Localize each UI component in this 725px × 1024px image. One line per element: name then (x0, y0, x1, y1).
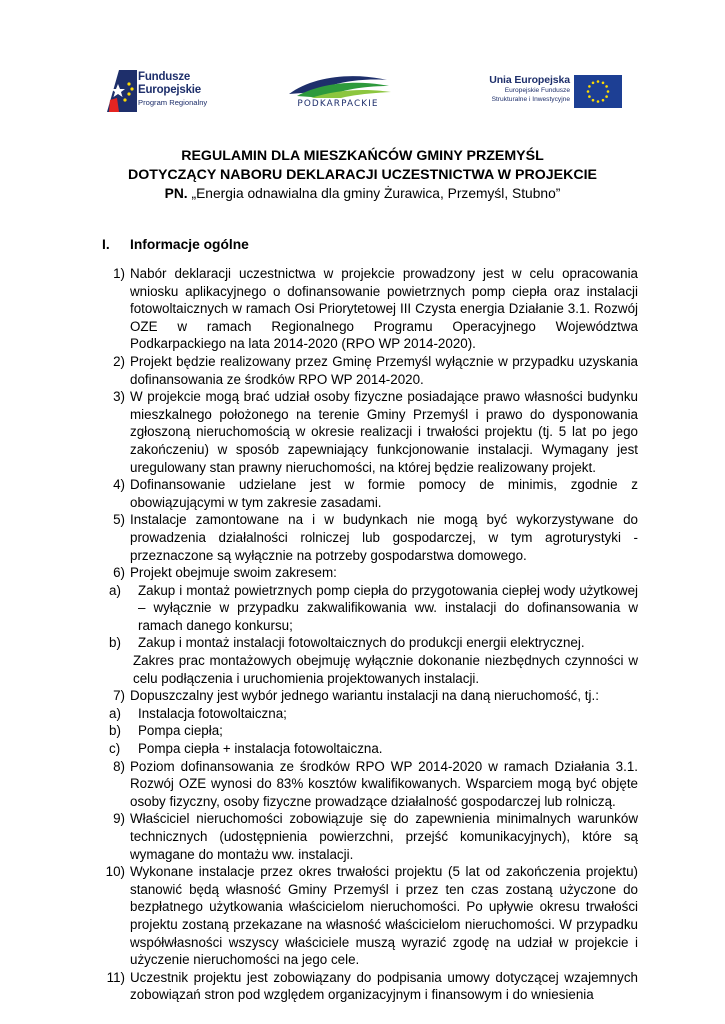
item-number: 3) (113, 389, 125, 405)
sub-list-item (95, 634, 638, 652)
sub-item-text: Instalacja fotowoltaiczna; (138, 705, 287, 721)
sub-list-item (95, 740, 638, 758)
list-item (95, 564, 638, 582)
item-text: Wykonane instalacje przez okres trwałości projektu (5 lat od zakończenia projektu) stanowić będą własność Gminy Przemyśl i przez ten czas zostaną użyczone do bezpłatnego użytkowania właścicielom nieruchomości. Po upływie okresu trwałości projektu zostaną przekazane na własność właścicielom nieruchomości. W przypadku współwłasności wszyscy właściciele muszą wyrazić zgodę na udział w projekcie i użyczenie nieruchomości na jego cele. (130, 864, 638, 968)
item-number: 8) (113, 758, 125, 774)
item-number: 2) (113, 353, 125, 369)
item-text: W projekcie mogą brać udział osoby fizyczne posiadające prawo własności budynku mieszkalnego położonego na terenie Gminy Przemyśl i prawo do dysponowania zgłoszoną nieruchomością w okresie realizacji i trwałości projektu (tj. 5 lat po jego zakończeniu) w sposób zapewniający funkcjonowanie instalacji. Wymagany jest uregulowany stan prawny nieruchomości, na której będzie realizowany projekt. (130, 389, 638, 475)
item-number: 9) (113, 811, 125, 827)
ue-title: Unia Europejska (489, 74, 570, 86)
list-item (95, 265, 638, 353)
regulations-list (95, 265, 638, 1004)
sub-item-text: Zakup i montaż instalacji fotowoltaicznych do produkcji energii elektrycznej. (138, 635, 585, 651)
ue-subtitle-2: Strukturalne i Inwestycyjne (491, 95, 570, 103)
list-item (95, 758, 638, 811)
section-number: I. (102, 237, 110, 252)
sub-list-item (95, 722, 638, 740)
item-text: Dofinansowanie udzielane jest w formie pomocy de minimis, zgodnie z obowiązującymi w tym zakresie zasadami. (130, 477, 638, 510)
sub-item-text: Pompa ciepła; (138, 723, 223, 739)
item-text: Właściciel nieruchomości zobowiązuje się do zapewnienia minimalnych warunków technicznych (udostępnienia powierzchni, przejść komunikacyjnych), które są wymagane do montażu ww. instalacji. (130, 811, 638, 862)
item-text: Projekt obejmuje swoim zakresem: (130, 565, 337, 581)
section-title: Informacje ogólne (130, 237, 249, 252)
document-title-line2: DOTYCZĄCY NABORU DEKLARACJI UCZESTNICTWA W PROJEKCIE (128, 167, 597, 183)
list-item (95, 511, 638, 564)
fundusze-europejskie-mark-icon (107, 70, 137, 112)
item-text: Uczestnik projektu jest zobowiązany do podpisania umowy dotyczącej wzajemnych zobowiązań stron pod względem organizacyjnym i finansowym i do wniesienia (130, 969, 638, 1003)
list-item (95, 687, 638, 705)
sub-item-text: Zakup i montaż powietrznych pomp ciepła do przygotowania ciepłej wody użytkowej – wyłącznie w przypadku zakwalifikowania ww. instalacji do dofinansowania w ramach danego konkursu; (138, 582, 638, 633)
fundusze-line1: Fundusze (138, 71, 191, 83)
list-item (95, 969, 638, 1004)
sub-item-letter: a) (109, 582, 121, 598)
unia-europejska-logo (466, 74, 622, 110)
podkarpackie-text: PODKARPACKIE (297, 99, 379, 109)
podkarpackie-hills-icon (283, 74, 393, 98)
podkarpackie-logo (283, 74, 393, 112)
list-item (95, 388, 638, 476)
list-item (95, 863, 638, 969)
sub-item-text: Pompa ciepła + instalacja fotowoltaiczna. (138, 741, 383, 757)
item-number: 1) (113, 266, 125, 281)
eu-flag-icon (574, 75, 622, 108)
fundusze-europejskie-logo (107, 70, 219, 112)
item-text: Instalacje zamontowane na i w budynkach nie mogą być wykorzystywane do prowadzenia działalności rolniczej lub gospodarczej, w tym agroturystyki - przeznaczone są wyłącznie na potrzeby gospodarstwa domowego. (130, 512, 638, 563)
sub-item-letter: c) (109, 741, 121, 757)
item-number: 7) (113, 688, 125, 704)
sub-list-item (95, 705, 638, 723)
ue-subtitle-1: Europejskie Fundusze (504, 87, 570, 94)
document-title-line3 (0, 186, 725, 201)
project-name: „Energia odnawialna dla gminy Żurawica, Przemyśl, Stubno” (191, 186, 561, 201)
fundusze-line2: Europejskie (138, 83, 201, 96)
list-item (95, 476, 638, 511)
item-number: 6) (113, 565, 125, 581)
item-note: Zakres prac montażowych obejmuję wyłącznie dokonanie niezbędnych czynności w celu podłączenia i uruchomienia projektowanych instalacji. (133, 653, 638, 686)
item-number: 11) (106, 969, 125, 985)
list-item (95, 353, 638, 388)
item-text: Projekt będzie realizowany przez Gminę Przemyśl wyłącznie w przypadku uzyskania dofinansowania ze środków RPO WP 2014-2020. (130, 353, 638, 387)
sub-item-letter: b) (109, 635, 121, 651)
sub-item-letter: a) (109, 705, 121, 721)
item-number: 5) (113, 512, 125, 528)
item-text: Nabór deklaracji uczestnictwa w projekcie prowadzony jest w celu opracowania wniosku aplikacyjnego o dofinansowanie powietrznych pomp ciepła oraz instalacji fotowoltaicznych w ramach Osi Priorytetowej III Czysta energia Działanie 3.1. Rozwój OZE w ramach Regionalnego Programu Operacyjnego Województwa Podkarpackiego na lata 2014-2020 (RPO WP 2014-2020). (130, 266, 638, 352)
sub-list-item (95, 582, 638, 635)
item-number: 4) (113, 477, 125, 493)
item-text: Poziom dofinansowania ze środków RPO WP 2014-2020 w ramach Działania 3.1. Rozwój OZE wynosi do 83% kosztów kwalifikowanych. Wsparciem mogą być objęte osoby fizyczny, osoby fizyczne prowadzące działalność gospodarczej lub rolniczą. (130, 758, 638, 809)
section-heading (102, 237, 249, 252)
document-title-line1: REGULAMIN DLA MIESZKAŃCÓW GMINY PRZEMYŚL (181, 148, 544, 164)
list-item (95, 810, 638, 863)
project-prefix: PN. (164, 186, 188, 201)
sub-item-letter: b) (109, 723, 121, 739)
item-number: 10) (105, 864, 125, 880)
item-text: Dopuszczalny jest wybór jednego wariantu instalacji na daną nieruchomość, tj.: (130, 688, 599, 704)
fundusze-subtitle: Program Regionalny (138, 98, 208, 107)
